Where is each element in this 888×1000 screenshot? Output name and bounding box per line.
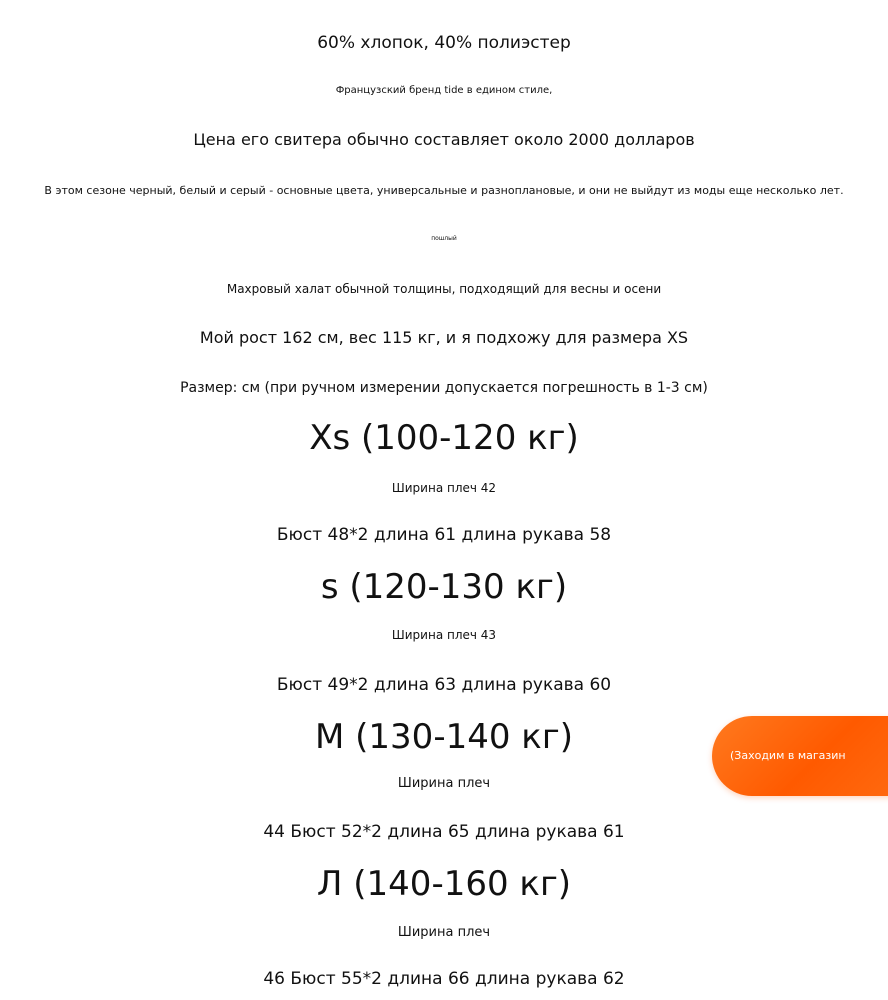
size-shoulder-xs: Ширина плеч 42 <box>391 481 497 495</box>
enter-shop-button[interactable] <box>712 716 888 796</box>
season-text: В этом сезоне черный, белый и серый - основные цвета, универсальные и разноплановые, и они не выйдут из моды еще несколько лет. <box>44 184 844 197</box>
size-shoulder-s: Ширина плеч 43 <box>391 628 497 642</box>
material-text: 60% хлопок, 40% полиэстер <box>317 33 571 53</box>
robe-text: Махровый халат обычной толщины, подходящий для весны и осени <box>226 282 662 296</box>
size-shoulder-l: Ширина плеч <box>397 925 491 940</box>
size-title-xs: Xs (100-120 кг) <box>309 418 579 458</box>
style-tag: пошлый <box>431 235 457 242</box>
size-title-m: М (130-140 кг) <box>315 717 573 757</box>
size-details-xs: Бюст 48*2 длина 61 длина рукава 58 <box>276 525 612 545</box>
size-details-l: 46 Бюст 55*2 длина 66 длина рукава 62 <box>263 969 625 989</box>
measurement-note: Размер: см (при ручном измерении допускается погрешность в 1-3 см) <box>180 380 708 396</box>
price-text: Цена его свитера обычно составляет около 2000 долларов <box>193 130 695 149</box>
size-details-s: Бюст 49*2 длина 63 длина рукава 60 <box>276 675 612 695</box>
enter-shop-label: (Заходим в магазин <box>730 749 846 762</box>
size-details-m: 44 Бюст 52*2 длина 65 длина рукава 61 <box>263 822 625 842</box>
brand-text: Французский бренд tide в едином стиле, <box>335 85 553 96</box>
size-title-s: s (120-130 кг) <box>320 567 568 607</box>
model-size-text: Мой рост 162 см, вес 115 кг, и я подхожу для размера XS <box>199 328 689 347</box>
size-title-l: Л (140-160 кг) <box>316 864 572 904</box>
size-shoulder-m: Ширина плеч <box>397 776 491 791</box>
